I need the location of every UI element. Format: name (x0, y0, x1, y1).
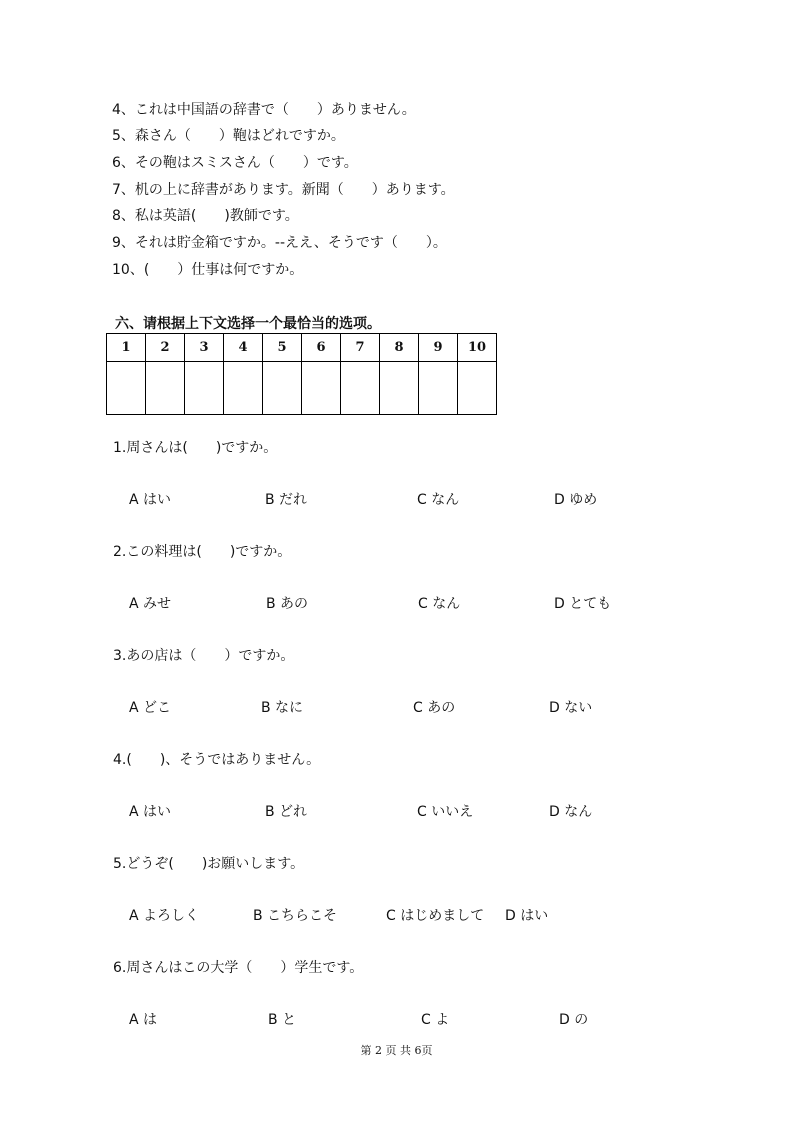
option-d: D はい (505, 908, 549, 924)
answer-blank-cell[interactable] (458, 362, 497, 415)
answer-header-cell: 10 (458, 334, 497, 362)
question-text: 5.どうぞ( )お願いします。 (113, 856, 305, 872)
fill-in-item: 4、これは中国語の辞書で（ ）ありません。 (112, 102, 416, 118)
page-footer: 第 2 页 共 6页 (360, 1044, 433, 1057)
question-text: 2.この料理は( )ですか。 (113, 544, 292, 560)
option-a: A はい (129, 804, 172, 820)
answer-blank-cell[interactable] (107, 362, 146, 415)
option-c: C はじめまして (386, 908, 485, 924)
option-c: C いいえ (417, 804, 474, 820)
answer-header-cell: 3 (185, 334, 224, 362)
question-text: 3.あの店は（ ）ですか。 (113, 648, 295, 664)
option-d: D ゆめ (554, 492, 598, 508)
option-a: A みせ (129, 596, 172, 612)
answer-header-cell: 6 (302, 334, 341, 362)
fill-in-item: 6、その鞄はスミスさん（ ）です。 (112, 155, 358, 171)
answer-header-cell: 1 (107, 334, 146, 362)
answer-header-cell: 9 (419, 334, 458, 362)
option-b: B あの (266, 596, 309, 612)
fill-in-item: 10、( ）仕事は何ですか。 (112, 262, 304, 278)
question-text: 6.周さんはこの大学（ ）学生です。 (113, 960, 364, 976)
answer-blank-cell[interactable] (341, 362, 380, 415)
option-b: B どれ (265, 804, 308, 820)
answer-blank-cell[interactable] (185, 362, 224, 415)
option-c: C なん (418, 596, 461, 612)
answer-header-cell: 4 (224, 334, 263, 362)
option-a: A どこ (129, 700, 172, 716)
question-text: 1.周さんは( )ですか。 (113, 440, 278, 456)
option-c: C あの (413, 700, 456, 716)
answer-blank-cell[interactable] (302, 362, 341, 415)
answer-header-cell: 8 (380, 334, 419, 362)
answer-blank-cell[interactable] (146, 362, 185, 415)
option-d: D とても (554, 596, 612, 612)
question-text: 4.( )、そうではありません。 (113, 752, 321, 768)
fill-in-item: 9、それは貯金箱ですか。--ええ、そうです（ ）。 (112, 235, 447, 251)
option-a: A は (129, 1012, 158, 1028)
option-b: B と (268, 1012, 297, 1028)
answer-blank-cell[interactable] (419, 362, 458, 415)
option-b: B だれ (265, 492, 308, 508)
answer-header-cell: 5 (263, 334, 302, 362)
answer-header-cell: 2 (146, 334, 185, 362)
fill-in-item: 5、森さん（ ）鞄はどれですか。 (112, 128, 345, 144)
answer-header-cell: 7 (341, 334, 380, 362)
answer-table (106, 333, 497, 415)
option-b: B なに (261, 700, 304, 716)
option-c: C なん (417, 492, 460, 508)
fill-in-item: 8、私は英語( )教師です。 (112, 208, 299, 224)
answer-blank-cell[interactable] (263, 362, 302, 415)
option-a: A よろしく (129, 908, 200, 924)
answer-blank-cell[interactable] (380, 362, 419, 415)
section-heading: 六、请根据上下文选择一个最恰当的选项。 (115, 316, 381, 332)
option-d: D なん (549, 804, 593, 820)
option-a: A はい (129, 492, 172, 508)
option-b: B こちらこそ (253, 908, 338, 924)
option-d: D の (559, 1012, 589, 1028)
fill-in-item: 7、机の上に辞書があります。新聞（ ）あります。 (112, 182, 455, 198)
option-c: C よ (421, 1012, 450, 1028)
answer-blank-cell[interactable] (224, 362, 263, 415)
option-d: D ない (549, 700, 593, 716)
